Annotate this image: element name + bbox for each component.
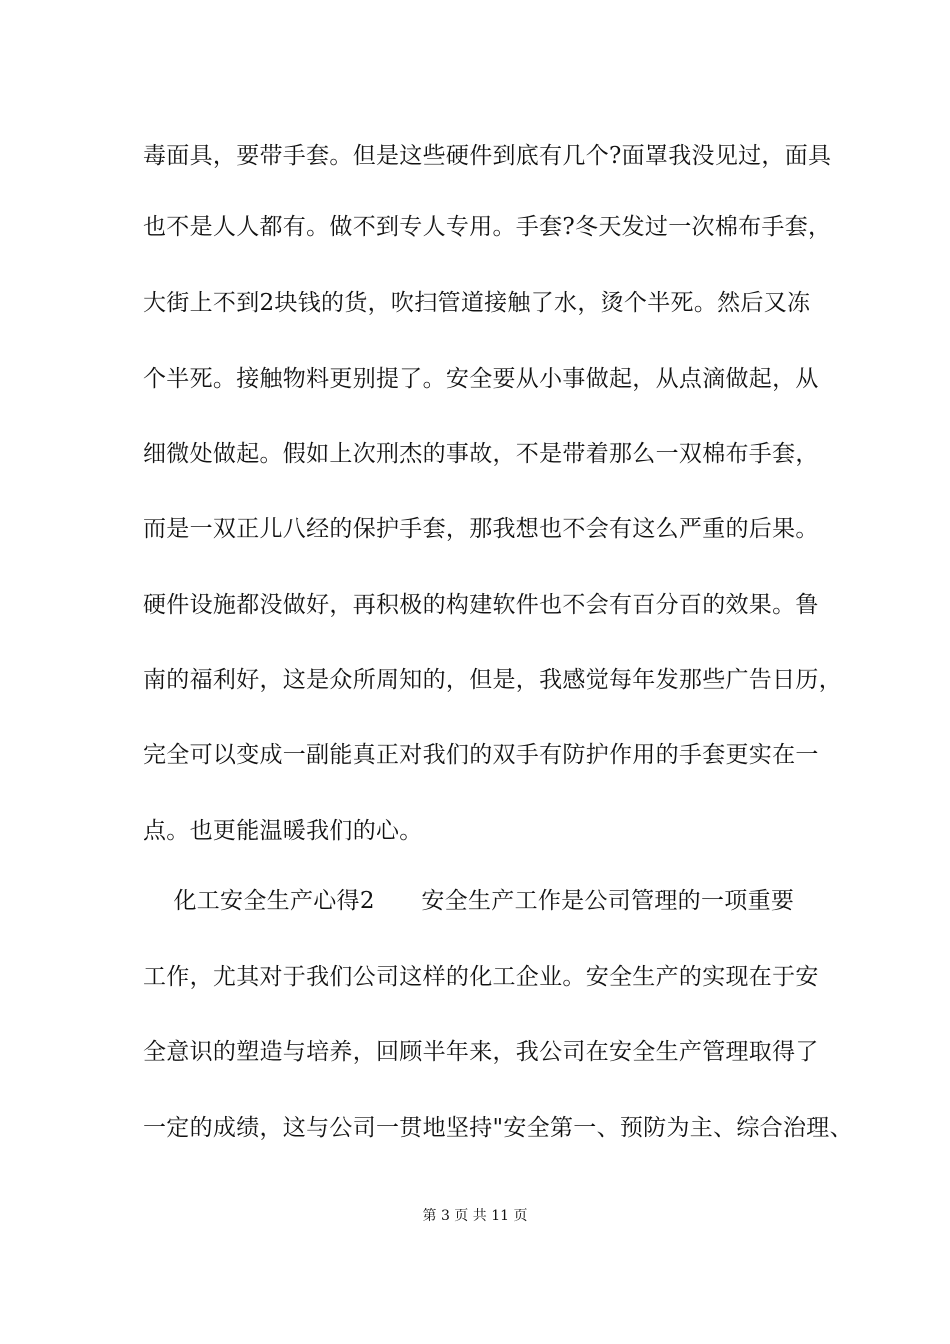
text-line: 完全可以变成一副能真正对我们的双手有防护作用的手套更实在一 bbox=[143, 742, 819, 768]
text-line: 大街上不到2块钱的货，吹扫管道接触了水，烫个半死。然后又冻 bbox=[143, 290, 811, 316]
text-line: 点。也更能温暖我们的心。 bbox=[143, 818, 423, 844]
text-line: 也不是人人都有。做不到专人专用。手套?冬天发过一次棉布手套， bbox=[143, 214, 832, 240]
page-number-footer: 第 3 页 共 11 页 bbox=[422, 1208, 528, 1224]
text-line: 个半死。接触物料更别提了。安全要从小事做起，从点滴做起，从 bbox=[143, 366, 819, 392]
text-line: 毒面具，要带手套。但是这些硬件到底有几个?面罩我没见过，面具 bbox=[143, 143, 832, 169]
text-line: 一定的成绩，这与公司一贯地坚持"安全第一、预防为主、综合治理、 bbox=[143, 1115, 853, 1141]
text-line: 工作，尤其对于我们公司这样的化工企业。安全生产的实现在于安 bbox=[143, 964, 819, 990]
text-line: 硬件设施都没做好，再积极的构建软件也不会有百分百的效果。鲁 bbox=[143, 592, 819, 618]
text-line: 而是一双正儿八经的保护手套，那我想也不会有这么严重的后果。 bbox=[143, 516, 819, 542]
section-heading-line: 化工安全生产心得2 安全生产工作是公司管理的一项重要 bbox=[143, 888, 795, 914]
text-line: 南的福利好，这是众所周知的，但是，我感觉每年发那些广告日历， bbox=[143, 667, 842, 693]
text-line: 全意识的塑造与培养，回顾半年来，我公司在安全生产管理取得了 bbox=[143, 1039, 819, 1065]
text-line: 细微处做起。假如上次刑杰的事故，不是带着那么一双棉布手套， bbox=[143, 441, 819, 467]
